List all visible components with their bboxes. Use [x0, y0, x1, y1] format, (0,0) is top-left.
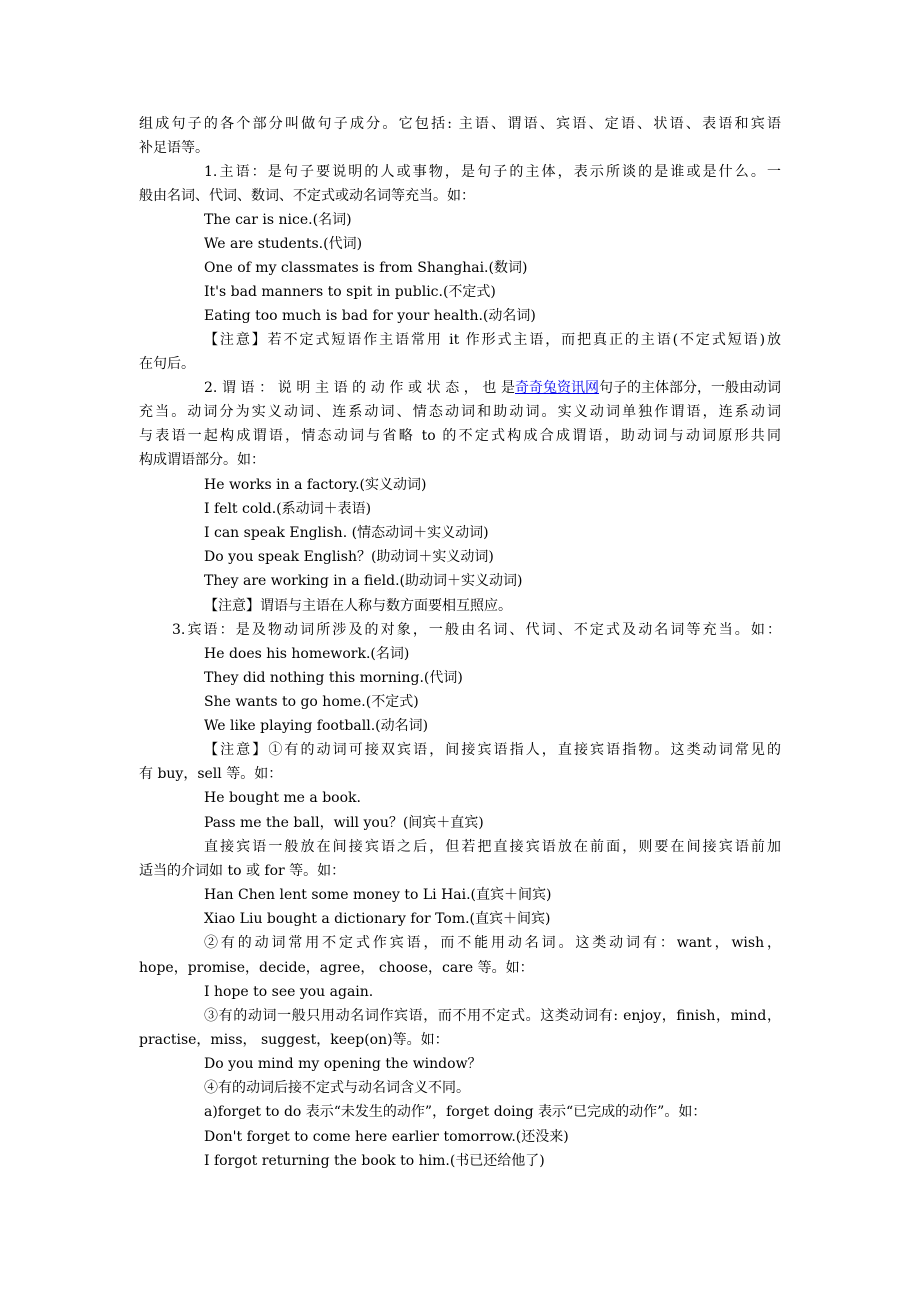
subject-example: Eating too much is bad for your health.(动名词) [204, 308, 536, 324]
double-object-example: Pass me the ball，will you？(间宾＋直宾) [204, 815, 484, 831]
direct-object-example: Han Chen lent some money to Li Hai.(直宾＋间宾) [204, 887, 552, 903]
direct-object-line-2: 适当的介词如 to 或 for 等。如： [139, 863, 346, 879]
object-note-1-line-2: 有 buy，sell 等。如： [139, 766, 283, 782]
object-note-4a: a)forget to do 表示“未发生的动作”，forget doing 表示“已完成的动作”。如： [204, 1104, 707, 1120]
double-object-example: He bought me a book. [204, 790, 361, 806]
predicate-example: He works in a factory.(实义动词) [204, 477, 427, 493]
object-definition: 3.宾语：是及物动词所涉及的对象，一般由名词、代词、不定式及动名词等充当。如： [172, 622, 781, 638]
subject-example: The car is nice.(名词) [204, 212, 352, 228]
predicate-note: 【注意】谓语与主语在人称与数方面要相互照应。 [204, 598, 512, 614]
predicate-definition-line-1 [204, 378, 781, 398]
predicate-definition-text: 句子的主体部分，一般由动词 [599, 380, 781, 396]
object-note-2-line-2: hope，promise，decide，agree， choose，care 等。如： [139, 960, 534, 976]
subject-note-line-2: 在句后。 [139, 356, 195, 372]
subject-definition-line-2: 般由名词、代词、数词、不定式或动名词等充当。如： [139, 188, 475, 204]
intro-line-1: 组成句子的各个部分叫做句子成分。它包括: 主语、谓语、宾语、定语、状语、表语和宾语 [139, 116, 781, 132]
object-note-3-line-1: ③有的动词一般只用动名词作宾语，而不用不定式。这类动词有: enjoy，finish，mind， [204, 1008, 781, 1024]
subject-example: It's bad manners to spit in public.(不定式) [204, 284, 496, 300]
predicate-example: They are working in a field.(助动词＋实义动词) [204, 573, 523, 589]
subject-definition-line-1: 1.主语：是句子要说明的人或事物，是句子的主体，表示所谈的是谁或是什么。一 [204, 164, 781, 180]
object-note-4-example: Don't forget to come here earlier tomorrow.(还没来) [204, 1129, 569, 1145]
subject-example: We are students.(代词) [204, 236, 363, 252]
predicate-example: Do you speak English？(助动词＋实义动词) [204, 549, 494, 565]
site-link[interactable]: 奇奇兔资讯网 [515, 380, 599, 396]
intro-line-2: 补足语等。 [139, 140, 209, 156]
predicate-definition-text: 2.谓语：说明主语的动作或状态，也是 [204, 380, 515, 396]
predicate-definition-line-2: 充当。动词分为实义动词、连系动词、情态动词和助动词。实义动词单独作谓语，连系动词 [139, 404, 781, 420]
object-note-2-example: I hope to see you again. [204, 984, 374, 1000]
object-note-4: ④有的动词后接不定式与动名词含义不同。 [204, 1080, 470, 1096]
object-example: She wants to go home.(不定式) [204, 694, 419, 710]
object-example: They did nothing this morning.(代词) [204, 670, 463, 686]
subject-note-line-1: 【注意】若不定式短语作主语常用 it 作形式主语，而把真正的主语(不定式短语)放 [204, 332, 781, 348]
object-note-3-example: Do you mind my opening the window？ [204, 1056, 482, 1072]
object-note-3-line-2: practise，miss， suggest，keep(on)等。如： [139, 1032, 449, 1048]
object-note-1-line-1: 【注意】①有的动词可接双宾语，间接宾语指人，直接宾语指物。这类动词常见的 [204, 742, 781, 758]
object-example: We like playing football.(动名词) [204, 718, 429, 734]
predicate-example: I felt cold.(系动词＋表语) [204, 501, 372, 517]
subject-example: One of my classmates is from Shanghai.(数词) [204, 260, 528, 276]
direct-object-example: Xiao Liu bought a dictionary for Tom.(直宾＋间宾) [204, 911, 551, 927]
object-note-4-example: I forgot returning the book to him.(书已还给他了) [204, 1153, 545, 1169]
predicate-example: I can speak English. (情态动词＋实义动词) [204, 525, 489, 541]
direct-object-line-1: 直接宾语一般放在间接宾语之后，但若把直接宾语放在前面，则要在间接宾语前加 [204, 839, 781, 855]
object-example: He does his homework.(名词) [204, 646, 410, 662]
object-note-2-line-1: ②有的动词常用不定式作宾语，而不能用动名词。这类动词有：want，wish， [204, 935, 781, 951]
predicate-definition-line-4: 构成谓语部分。如： [139, 452, 265, 468]
predicate-definition-line-3: 与表语一起构成谓语，情态动词与省略 to 的不定式构成合成谓语，助动词与动词原形共同 [139, 428, 781, 444]
